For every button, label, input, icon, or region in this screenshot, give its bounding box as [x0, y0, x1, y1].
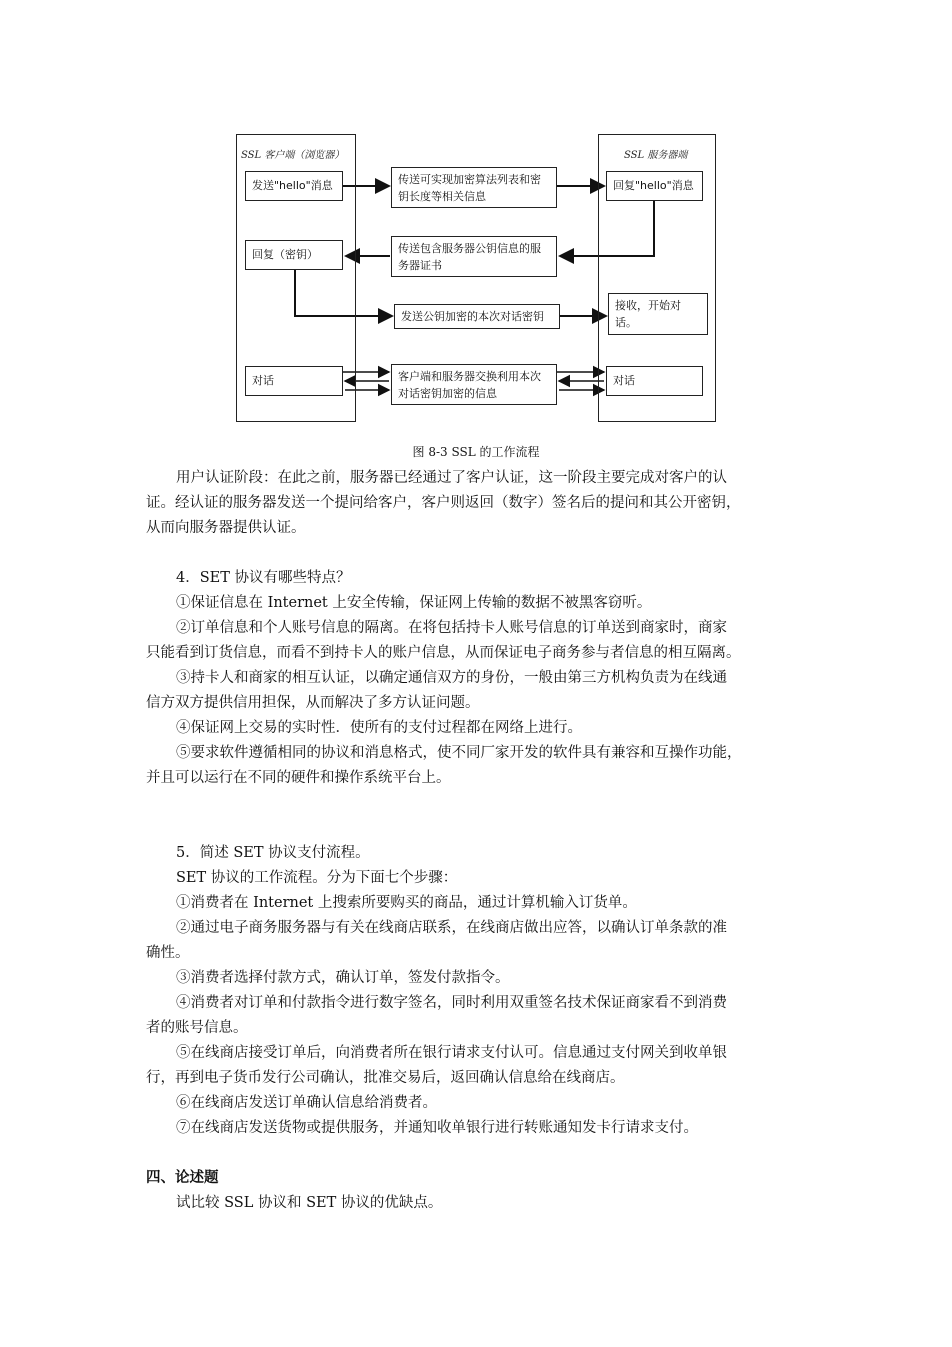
server-hello-box: 回复"hello"消息: [606, 171, 703, 201]
body-text: [146, 466, 818, 1216]
q5-step-6: ⑥在线商店发送订单确认信息给消费者。: [176, 1095, 437, 1111]
q4-title: 4．SET 协议有哪些特点？: [176, 570, 351, 586]
auth-paragraph-line-1: 用户认证阶段：在此之前，服务器已经通过了客户认证，这一阶段主要完成对客户的认: [176, 470, 727, 486]
essay-question: 试比较 SSL 协议和 SET 协议的优缺点。: [176, 1195, 443, 1211]
q4-item-2-line-2: 只能看到订货信息，而看不到持卡人的账户信息，从而保证电子商务参与者信息的相互隔离。: [146, 645, 741, 661]
q5-step-5-line-1: ⑤在线商店接受订单后，向消费者所在银行请求支付认可。信息通过支付网关到收单银: [176, 1045, 727, 1061]
q5-step-4-line-2: 者的账号信息。: [146, 1020, 248, 1036]
client-hello-box: 发送"hello"消息: [245, 171, 343, 201]
q4-item-1: ①保证信息在 Internet 上安全传输，保证网上传输的数据不被黑客窃听。: [176, 595, 652, 611]
session-key-box: 发送公钥加密的本次对话密钥: [394, 304, 560, 329]
figure-caption: 图 8-3 SSL 的工作流程: [412, 445, 540, 459]
server-session-box: 对话: [606, 366, 703, 396]
client-session-box: 对话: [245, 366, 343, 396]
auth-paragraph-line-2: 证。经认证的服务器发送一个提问给客户，客户则返回（数字）签名后的提问和其公开密钥，: [146, 495, 741, 511]
ssl-workflow-diagram: [0, 0, 952, 470]
q4-item-4: ④保证网上交易的实时性．使所有的支付过程都在网络上进行。: [176, 720, 582, 736]
q5-step-3: ③消费者选择付款方式，确认订单，签发付款指令。: [176, 970, 510, 986]
q4-item-5-line-1: ⑤要求软件遵循相同的协议和消息格式，使不同厂家开发的软件具有兼容和互操作功能，: [176, 745, 742, 761]
q5-step-1: ①消费者在 Internet 上搜索所要购买的商品，通过计算机输入订货单。: [176, 895, 637, 911]
client-panel-title: SSL 客户端（浏览器）: [241, 150, 345, 161]
q5-step-7: ⑦在线商店发送货物或提供服务，并通知收单银行进行转账通知发卡行请求支付。: [176, 1120, 698, 1136]
cipher-list-box: 传送可实现加密算法列表和密钥长度等相关信息: [391, 167, 557, 208]
client-reply-box: 回复（密钥）: [245, 240, 343, 270]
q4-item-3-line-2: 信方双方提供信用担保，从而解决了多方认证问题。: [146, 695, 480, 711]
q5-step-2-line-1: ②通过电子商务服务器与有关在线商店联系，在线商店做出应答，以确认订单条款的准: [176, 920, 727, 936]
q5-step-4-line-1: ④消费者对订单和付款指令进行数字签名，同时利用双重签名技术保证商家看不到消费: [176, 995, 727, 1011]
auth-paragraph-line-3: 从而向服务器提供认证。: [146, 520, 306, 536]
server-cert-box: 传送包含服务器公钥信息的服务器证书: [391, 236, 557, 277]
q5-intro: SET 协议的工作流程。分为下面七个步骤：: [176, 870, 458, 886]
q4-item-5-line-2: 并且可以运行在不同的硬件和操作系统平台上。: [146, 770, 451, 786]
server-accept-box: 接收，开始对话。: [608, 293, 708, 335]
q5-title: 5．简述 SET 协议支付流程。: [176, 845, 370, 861]
server-panel-title: SSL 服务器端: [624, 150, 688, 161]
section-heading: 四、论述题: [146, 1170, 219, 1186]
q4-item-2-line-1: ②订单信息和个人账号信息的隔离。在将包括持卡人账号信息的订单送到商家时，商家: [176, 620, 727, 636]
q5-step-5-line-2: 行，再到电子货币发行公司确认，批准交易后，返回确认信息给在线商店。: [146, 1070, 625, 1086]
q5-step-2-line-2: 确性。: [146, 945, 190, 961]
encrypted-exchange-box: 客户端和服务器交换利用本次对话密钥加密的信息: [391, 364, 557, 405]
q4-item-3-line-1: ③持卡人和商家的相互认证，以确定通信双方的身份，一般由第三方机构负责为在线通: [176, 670, 727, 686]
